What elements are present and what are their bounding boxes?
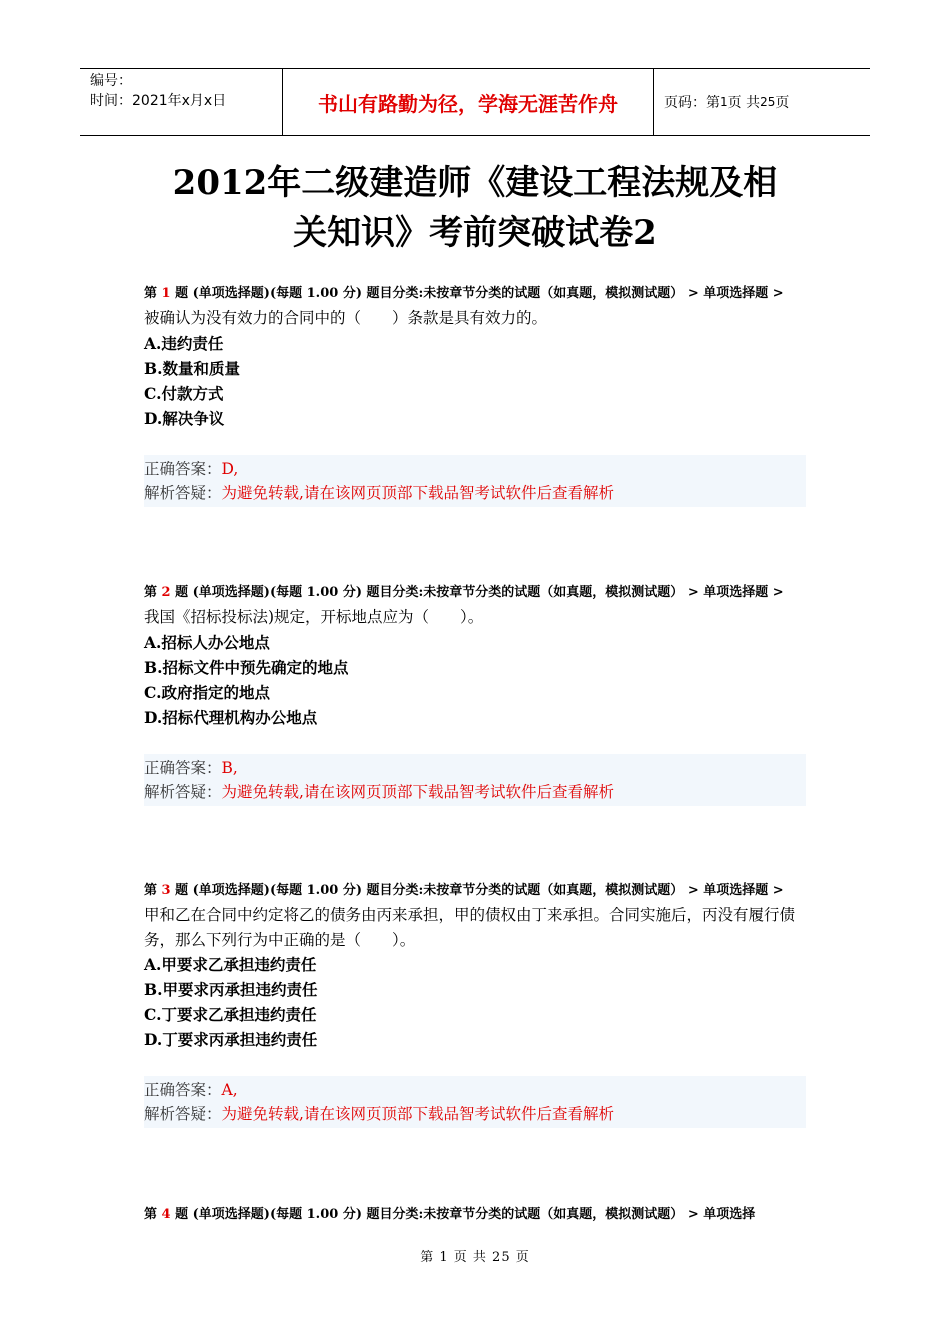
header-motto: 书山有路勤为径，学海无涯苦作舟 — [282, 69, 654, 135]
option-b: B.招标文件中预先确定的地点 — [144, 657, 349, 677]
page-label-suffix: 页 — [775, 95, 790, 111]
analysis-line: 解析答疑：为避免转载,请在该网页顶部下载品智考试软件后查看解析 — [144, 483, 614, 502]
answer-line: 正确答案：A, — [144, 1081, 238, 1099]
page-total: 25 — [760, 95, 776, 109]
option-a: A.违约责任 — [144, 333, 224, 353]
option-a: A.甲要求乙承担违约责任 — [144, 955, 317, 974]
question-number: 4 — [161, 1207, 171, 1222]
page-header-table — [80, 68, 870, 136]
correct-answer: B, — [221, 758, 238, 777]
analysis-line: 解析答疑：为避免转载,请在该网页顶部下载品智考试软件后查看解析 — [144, 1105, 614, 1123]
question-header: 第 2 题 (单项选择题)(每题 1.00 分) 题目分类:未按章节分类的试题（如真题，模拟测试题） > 单项选择题 > — [144, 585, 784, 600]
analysis-text: 为避免转载,请在该网页顶部下载品智考试软件后查看解析 — [221, 483, 614, 502]
question-number: 1 — [161, 286, 171, 301]
option-a: A.招标人办公地点 — [144, 632, 270, 652]
question-item — [144, 581, 806, 879]
question-text: 被确认为没有效力的合同中的（ ）条款是具有效力的。 — [144, 309, 548, 327]
analysis-text: 为避免转载,请在该网页顶部下载品智考试软件后查看解析 — [221, 1105, 614, 1123]
question-header: 第 3 题 (单项选择题)(每题 1.00 分) 题目分类:未按章节分类的试题（如真题，模拟测试题） > 单项选择题 > — [144, 883, 784, 898]
question-number: 2 — [161, 585, 171, 600]
question-number: 3 — [161, 883, 171, 898]
title-line-2: 关知识》考前突破试卷2 — [293, 213, 657, 253]
answer-box — [144, 754, 806, 806]
option-c: C.付款方式 — [144, 383, 224, 403]
analysis-line: 解析答疑：为避免转载,请在该网页顶部下载品智考试软件后查看解析 — [144, 782, 614, 801]
code-label: 编号： — [90, 73, 132, 89]
answer-box — [144, 1076, 806, 1128]
option-d: D.招标代理机构办公地点 — [144, 707, 318, 727]
page-label-prefix: 页码：第 — [664, 95, 720, 111]
page-label-mid: 页 共 — [727, 95, 761, 111]
option-b: B.数量和质量 — [144, 358, 240, 378]
correct-answer: A, — [221, 1081, 238, 1099]
question-text: 甲和乙在合同中约定将乙的债务由丙来承担，甲的债权由丁来承担。合同实施后，丙没有履行债务，那么下列行为中正确的是（ ）。 — [144, 906, 796, 949]
question-text: 我国《招标投标法)规定，开标地点应为（ ）。 — [144, 608, 484, 626]
answer-line: 正确答案：D, — [144, 459, 239, 478]
option-d: D.丁要求丙承担违约责任 — [144, 1030, 318, 1049]
question-item — [144, 1203, 806, 1227]
page-footer: 第 1 页 共 25 页 — [420, 1250, 530, 1265]
question-item — [144, 879, 806, 1203]
option-d: D.解决争议 — [144, 408, 225, 428]
option-c: C.丁要求乙承担违约责任 — [144, 1005, 317, 1024]
time-label: 时间：2021年x月x日 — [90, 93, 227, 109]
answer-line: 正确答案：B, — [144, 758, 238, 777]
header-page-info — [654, 69, 870, 135]
question-meta: 题 (单项选择题)(每题 1.00 分) 题目分类:未按章节分类的试题（如真题，模拟测试题） > 单项选择题 > — [175, 286, 784, 301]
page-current: 1 — [720, 95, 728, 109]
question-item — [144, 282, 806, 581]
option-c: C.政府指定的地点 — [144, 682, 270, 702]
correct-answer: D, — [221, 459, 239, 478]
question-header: 第 1 题 (单项选择题)(每题 1.00 分) 题目分类:未按章节分类的试题（如真题，模拟测试题） > 单项选择题 > — [144, 286, 784, 301]
question-meta: 题 (单项选择题)(每题 1.00 分) 题目分类:未按章节分类的试题（如真题，模拟测试题） > 单项选择题 > — [175, 883, 784, 898]
title-line-1: 2012年二级建造师《建设工程法规及相 — [172, 163, 778, 203]
analysis-text: 为避免转载,请在该网页顶部下载品智考试软件后查看解析 — [221, 782, 614, 801]
question-meta: 题 (单项选择题)(每题 1.00 分) 题目分类:未按章节分类的试题（如真题，模拟测试题） > 单项选择题 > — [175, 585, 784, 600]
option-b: B.甲要求丙承担违约责任 — [144, 980, 318, 999]
header-left-cell — [80, 69, 282, 135]
question-header: 第 4 题 (单项选择题)(每题 1.00 分) 题目分类:未按章节分类的试题（如真题，模拟测试题） > 单项选择 — [144, 1207, 756, 1222]
document-title — [80, 158, 870, 258]
answer-box — [144, 455, 806, 507]
question-meta: 题 (单项选择题)(每题 1.00 分) 题目分类:未按章节分类的试题（如真题，模拟测试题） > 单项选择 — [175, 1207, 756, 1222]
question-list — [144, 282, 806, 1227]
